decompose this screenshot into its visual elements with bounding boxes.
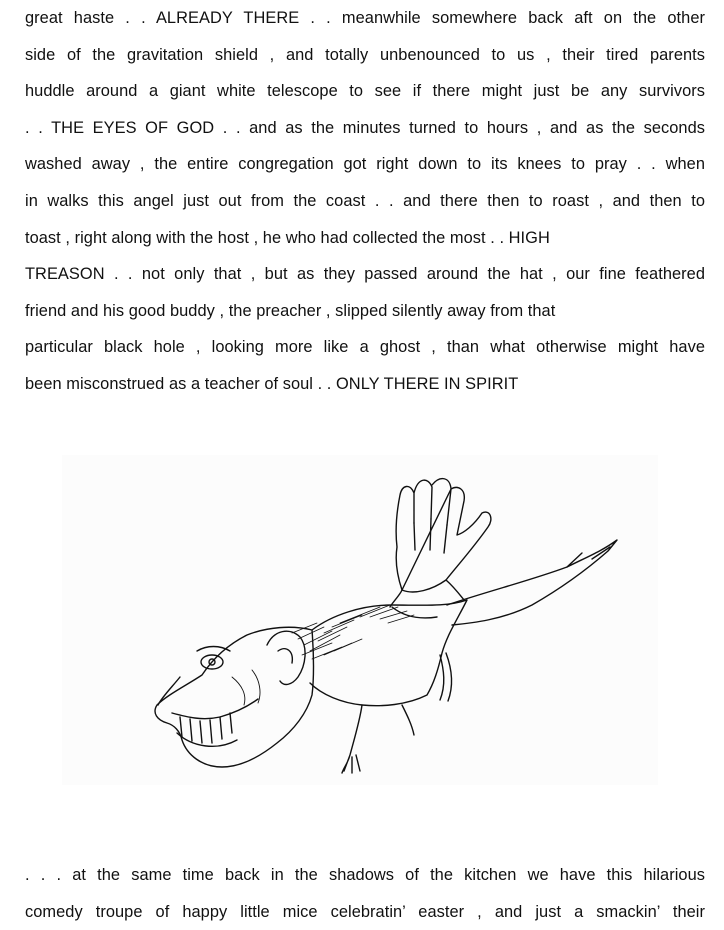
text-line: in walks this angel just out from the coast . . and there then to roast , and then to xyxy=(25,191,705,210)
tail-drawing xyxy=(447,540,617,625)
text-line: TREASON . . not only that , but as they passed around the hat , our fine feathered xyxy=(25,265,705,284)
text-line: washed away , the entire congregation got right down to its knees to pray . . when xyxy=(25,155,705,174)
hand-drawing xyxy=(396,479,491,592)
text-line: comedy troupe of happy little mice celebratin’ easter , and just a smackin’ their xyxy=(25,902,705,921)
creature-illustration xyxy=(62,455,658,785)
text-line: . . THE EYES OF GOD . . and as the minutes turned to hours , and as the seconds xyxy=(25,118,705,137)
text-line: been misconstrued as a teacher of soul . . ONLY THERE IN SPIRIT xyxy=(25,374,519,393)
text-line: particular black hole , looking more like a ghost , than what otherwise might have xyxy=(25,338,705,357)
leg-drawing xyxy=(342,705,362,773)
text-line: side of the gravitation shield , and totally unbenounced to us , their tired parents xyxy=(25,45,705,64)
body-text-bottom xyxy=(25,857,705,930)
feather-strokes xyxy=(292,605,414,659)
text-line: great haste . . ALREADY THERE . . meanwhile somewhere back aft on the other xyxy=(25,9,705,27)
text-line: friend and his good buddy , the preacher , slipped silently away from that xyxy=(25,301,556,320)
text-line: . . . at the same time back in the shadows of the kitchen we have this hilarious xyxy=(25,866,705,884)
head-drawing xyxy=(155,627,313,767)
text-line: huddle around a giant white telescope to see if there might just be any survivors xyxy=(25,82,705,101)
text-line: toast , right along with the host , he who had collected the most . . HIGH xyxy=(25,228,550,247)
body-text-top xyxy=(25,0,705,403)
